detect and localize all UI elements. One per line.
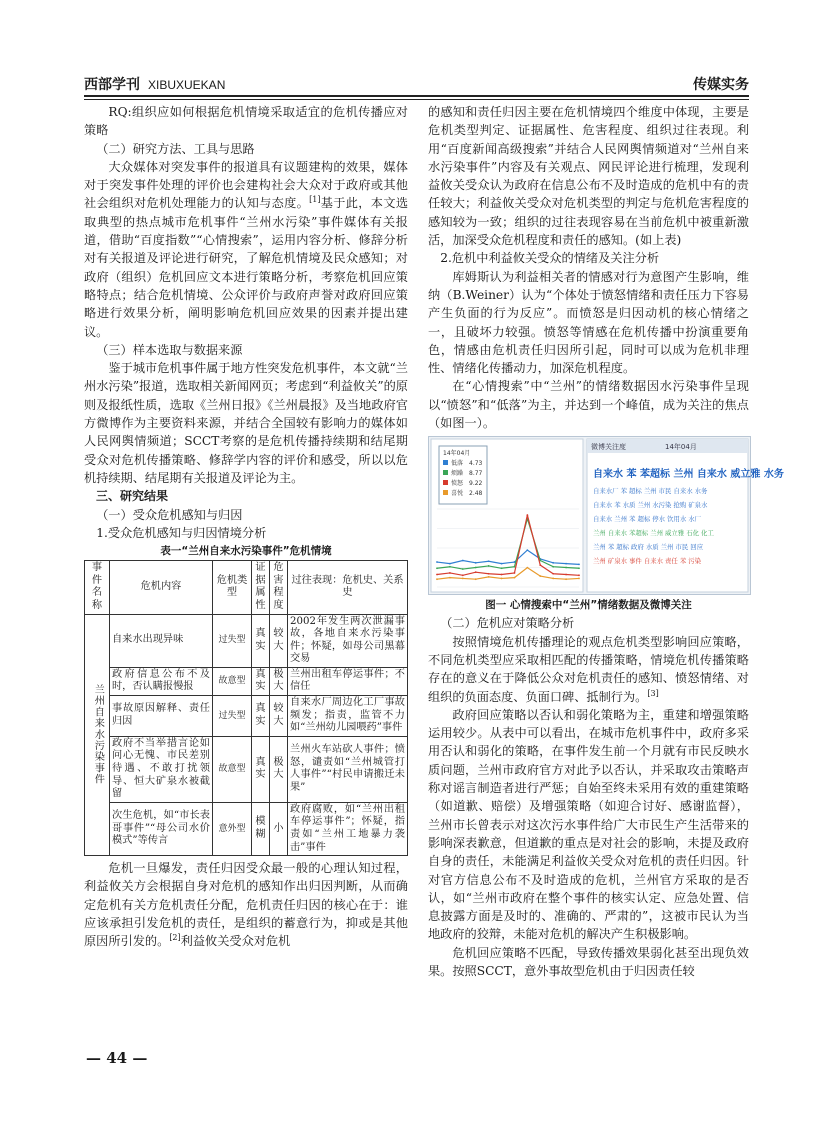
data-point <box>449 566 451 568</box>
table-header-cell: 事件名称 <box>85 561 110 614</box>
data-point <box>475 567 477 569</box>
legend-label: 喜悦 <box>451 490 464 498</box>
heading-results-1: （一）受众危机感知与归因 <box>96 507 243 522</box>
table-cell-evidence: 真实 <box>252 667 270 695</box>
data-point <box>539 565 541 567</box>
table-header-cell: 危害程度 <box>270 561 288 614</box>
data-point <box>488 576 490 578</box>
heading-results: 三、研究结果 <box>96 489 169 504</box>
data-point <box>462 578 464 580</box>
table-row <box>85 667 408 695</box>
legend-value: 9.22 <box>469 480 483 488</box>
paragraph-attribution <box>84 859 408 950</box>
data-point <box>449 572 451 574</box>
table-header-cell: 危机内容 <box>110 561 213 614</box>
crisis-situation-table <box>84 560 408 856</box>
mood-legend-date: 14年04月 <box>443 450 471 458</box>
citation-3: [3] <box>647 688 659 698</box>
data-point <box>565 563 567 565</box>
data-point <box>462 569 464 571</box>
weibo-word-line: 自来水 苯 水质 兰州 水污染 抢购 矿泉水 <box>593 501 708 510</box>
table-cell-type: 过失型 <box>213 614 252 667</box>
data-point <box>488 573 490 575</box>
legend-value: 8.77 <box>469 470 483 478</box>
paragraph-strategy <box>428 633 749 706</box>
header-rule-thin <box>84 99 749 100</box>
table-cell-history: 兰州火车站砍人事件；愤怒，谴责如“兰州城管打人事件”“村民申请搬迁未果” <box>288 736 408 802</box>
data-point <box>449 577 451 579</box>
table-cell-evidence: 真实 <box>252 736 270 802</box>
heading-strategy: （二）危机应对策略分析 <box>440 616 575 631</box>
table-row <box>85 614 408 667</box>
figure-emotion-weibo <box>428 436 784 595</box>
citation-2: [2] <box>169 933 181 943</box>
data-point <box>565 567 567 569</box>
table-cell-content: 自来水出现异味 <box>110 614 213 667</box>
table-header-cell: 危机类型 <box>213 561 252 614</box>
legend-value: 4.73 <box>469 460 483 468</box>
heading-results-1-1: 1.受众危机感知与归因情境分析 <box>96 525 267 540</box>
table-cell-content: 政府不当举措言论如问心无愧、市民差别待遇、不敢打扰领导、恒大矿泉水被截留 <box>110 736 213 802</box>
legend-swatch <box>443 490 448 495</box>
table-cell-harm: 极大 <box>270 736 288 802</box>
paragraph-strategy-3: 危机回应策略不匹配，导致传播效果弱化甚至出现负效果。按照SCCT，意外事故型危机由于归因责任较 <box>428 945 749 978</box>
table-cell-harm: 小 <box>270 802 288 855</box>
table-header-cell: 证据属性 <box>252 561 270 614</box>
table-cell-history: 政府腐败，如“兰州出租车停运事件”；怀疑，指责如“兰州工地暴力袭击”事件 <box>288 802 408 855</box>
table-row <box>85 802 408 855</box>
figure-svg <box>429 437 784 594</box>
paragraph-attribution-text: 危机一旦爆发，责任归因受众最一般的心理认知过程，利益攸关方会根据自身对危机的感知作出归因判断，从而确定危机有关方危机责任分配，危机责任归因的核心在于：谁应该承担引发危机的责任，是组织的蓄意行为，抑或是其他原因所引发的。 <box>84 861 408 949</box>
table-cell-history: 2002年发生两次泄漏事故，各地自来水污染事件；怀疑，如母公司黑幕交易 <box>288 614 408 667</box>
data-point <box>462 575 464 577</box>
table-cell-content: 事故原因解释、责任归因 <box>110 696 213 737</box>
data-point <box>552 578 554 580</box>
data-point <box>578 578 580 580</box>
table-cell-type: 意外型 <box>213 802 252 855</box>
research-question: RQ:组织应如何根据危机情境采取适宜的危机传播应对策略 <box>84 105 408 138</box>
data-point <box>475 572 477 574</box>
data-point <box>475 579 477 581</box>
table-cell-content: 次生危机，如“市长表哥事件”“母公司水价模式”等传言 <box>110 802 213 855</box>
data-point <box>578 568 580 570</box>
left-column <box>84 103 408 951</box>
table-cell-content: 政府信息公布不及时，否认瞒报慢报 <box>110 667 213 695</box>
journal-name-en: XIBUXUEKAN <box>148 78 226 92</box>
table-cell-type: 过失型 <box>213 696 252 737</box>
data-point <box>526 567 528 569</box>
right-column <box>428 103 784 980</box>
paragraph-attribution-tail: 利益攸关受众对危机 <box>180 934 291 949</box>
page-number: — 44 — <box>86 1049 148 1067</box>
weibo-word-line: 兰州 苯 超标 政府 水质 兰州 市民 回应 <box>593 543 704 552</box>
table-cell-type: 故意型 <box>213 736 252 802</box>
data-point <box>565 579 567 581</box>
legend-value: 2.48 <box>469 490 483 498</box>
table-row <box>85 696 408 737</box>
data-point <box>514 566 516 568</box>
legend-swatch <box>443 470 448 475</box>
table-cell-history: 兰州出租车停运事件；不信任 <box>288 667 408 695</box>
table-cell-evidence: 真实 <box>252 696 270 737</box>
paragraph-sample: 鉴于城市危机事件属于地方性突发危机事件，本文就“兰州水污染”报道，选取相关新闻网页；考虑到“利益攸关”的原则及报纸性质，选取《兰州日报》《兰州晨报》及当地政府官方微博作为主要资料来源，并结合全国较有影响力的媒体如人民网舆情频道；SCCT考察的是危机传播持续期和结尾期受众对危机传播策略、修辞学内容的评价和感受，所以以危机持续期、结尾期有关报道及评论为主。 <box>84 361 408 485</box>
data-point <box>526 515 528 517</box>
data-point <box>436 579 438 581</box>
data-point <box>436 574 438 576</box>
data-point <box>578 564 580 566</box>
figure-caption: 图一 心情搜索中“兰州”情绪数据及微博关注 <box>485 599 692 612</box>
legend-swatch <box>443 480 448 485</box>
table-header-cell: 过往表现：危机史、关系史 <box>288 561 408 614</box>
data-point <box>552 562 554 564</box>
data-point <box>501 568 503 570</box>
paragraph-continued: 的感知和责任归因主要在危机情境四个维度中体现，主要是危机类型判定、证据属性、危害程度、组织过往表现。利用“百度新闻高级搜索”并结合人民网舆情频道对“兰州自来水污染事件”内容及有关观点、网民评论进行梳理，发现利益攸关受众认为政府在信息公布不及时造成的危机中有的责任较大；利益攸关受众对危机类型的判定与危机危害程度的感知较为一致；组织的过往表现容易在当前危机中被重新激活，加深受众危机程度和责任的感知。(如上表) <box>428 105 749 248</box>
data-point <box>514 572 516 574</box>
heading-emotion: 2.危机中利益攸关受众的情绪及关注分析 <box>440 251 660 266</box>
table-cell-type: 故意型 <box>213 667 252 695</box>
data-point <box>526 550 528 552</box>
data-point <box>578 575 580 577</box>
data-point <box>488 565 490 567</box>
heading-method: （二）研究方法、工具与思路 <box>96 141 255 156</box>
data-point <box>501 563 503 565</box>
table-caption: 表一“兰州自来水污染事件”危机情境 <box>160 545 332 558</box>
table-cell-harm: 极大 <box>270 667 288 695</box>
section-name: 传媒实务 <box>693 77 749 93</box>
weibo-hot-words: 自来水 苯 苯超标 兰州 自来水 威立雅 水务 <box>593 469 784 481</box>
weibo-word-line: 兰州 矿泉水 事件 自来水 责任 苯 污染 <box>593 557 702 566</box>
journal-name <box>84 74 225 94</box>
weibo-word-line: 自来水 兰州 苯 超标 停水 饮用水 水厂 <box>593 515 702 524</box>
data-point <box>462 560 464 562</box>
data-point <box>552 573 554 575</box>
data-point <box>539 576 541 578</box>
page-header <box>84 74 749 94</box>
table-cell-evidence: 真实 <box>252 614 270 667</box>
table-header-row <box>85 561 408 614</box>
table-cell-evidence: 模糊 <box>252 802 270 855</box>
data-point <box>565 574 567 576</box>
paragraph-emotion: 库姆斯认为利益相关者的情感对行为意图产生影响，维纳（B.Weiner）认为“个体处于愤怒情绪和责任压力下容易产生负面的行为反应”。而愤怒是归因动机的核心情绪之一，且破坏力较强。愤怒等情感在危机传播中扮演重要角色，情感由危机责任归因所引起，同时可以成为危机非理性、情绪化传播动力，加深危机程度。 <box>428 269 749 376</box>
data-point <box>488 561 490 563</box>
paragraph-method-text: 大众媒体对突发事件的报道具有议题建构的效果，媒体对于突发事件处理的评价也会建构社会大众对于政府或其他社会组织对危机处理能力的认知与态度。 <box>84 159 408 211</box>
table-cell-harm: 较大 <box>270 614 288 667</box>
table-cell-harm: 较大 <box>270 696 288 737</box>
weibo-word-line: 兰州 自来水 苯超标 兰州 威立雅 石化 化工 <box>593 529 714 538</box>
paragraph-method-text-2: 基于此，本文选取典型的热点城市危机事件“兰州水污染”事件媒体有关报道，借助“百度指数”“心情搜索”，运用内容分析、修辞分析对有关报道及评论进行研究，了解危机情境及民众感知；对政府（组织）危机回应文本进行策略分析，考察危机回应策略特点；结合危机情境、公众评价与政府声誉对政府回应策略进行效果分析，阐明影响危机回应效果的因素并提出建议。 <box>84 196 409 339</box>
data-point <box>501 578 503 580</box>
heading-sample: （三）样本选取与数据来源 <box>96 342 243 357</box>
weibo-panel-date: 14年04月 <box>665 443 697 452</box>
legend-swatch <box>443 460 448 465</box>
table-event-name: 兰州自来水污染事件 <box>85 614 110 856</box>
paragraph-strategy-text: 按照情境危机传播理论的观点危机类型影响回应策略，不同危机类型应采取相匹配的传播策略，情境危机传播策略存在的意义在于降低公众对危机责任的感知、愤怒情绪、对组织的负面态度、负面口碑、抵制行为。 <box>428 634 749 704</box>
header-rule <box>84 95 749 97</box>
data-point <box>552 566 554 568</box>
citation-1: [1] <box>309 195 321 205</box>
weibo-panel-title: 微博关注度 <box>591 443 626 452</box>
data-point <box>449 563 451 565</box>
legend-label: 低落 <box>451 460 464 468</box>
paragraph-strategy-2: 政府回应策略以否认和弱化策略为主，重建和增强策略运用较少。从表中可以看出，在城市危机事件中，政府多采用否认和弱化的策略，在事件发生前一个月就有市民反映水质问题，兰州市政府官方对此予以否认，并采取攻击策略声称对谣言制造者进行严惩；自始至终未采用有效的重建策略（如道歉、赔偿）及增强策略（如迎合讨好、感谢监督），兰州市长曾表示对这次污水事件给广大市民生产生活带来的影响深表歉意，但道歉的重点是对社会的影响，未提及政府自身的责任，未能满足利益攸关受众对危机的责任归因。针对官方信息公布不及时造成的危机，兰州官方采取的是否认，如“兰州市政府在整个事件的核实认定、应急处置、信息披露方面是及时的、准确的、严肃的”，这被市民认为当地政府的狡辩，未能对危机的解决产生积极影响。 <box>428 707 749 942</box>
data-point <box>436 561 438 563</box>
data-point <box>436 568 438 570</box>
legend-label: 烦躁 <box>451 470 464 478</box>
data-point <box>475 562 477 564</box>
paragraph-emotion-2: 在“心情搜索”中“兰州”的情绪数据因水污染事件呈现以“愤怒”和“低落”为主，并达到一个峰值，成为关注的焦点（如图一）。 <box>428 379 749 431</box>
weibo-word-line: 自来水厂 苯 超标 兰州 市民 自来水 水务 <box>593 487 708 496</box>
data-point <box>514 577 516 579</box>
table-row <box>85 736 408 802</box>
journal-name-cn: 西部学刊 <box>84 77 140 93</box>
table-cell-history: 自来水厂周边化工厂事故频发；指责，监管不力如“兰州幼儿园喂药”事件 <box>288 696 408 737</box>
data-point <box>501 574 503 576</box>
legend-label: 愤怒 <box>451 480 464 488</box>
paragraph-method <box>84 158 408 341</box>
